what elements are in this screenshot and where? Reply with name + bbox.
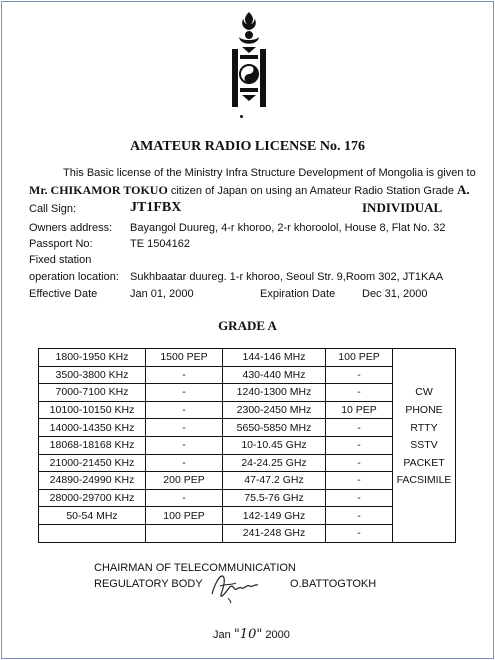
operation-location-label: operation location: [29, 271, 119, 283]
band-cell: 18068-18168 KHz [39, 436, 146, 454]
mode-cell: RTTY [393, 419, 456, 437]
intro-line-2-text: citizen of Japan on using an Amateur Radio Station Grade [167, 185, 458, 197]
mode-cell: PACKET [393, 454, 456, 472]
power-cell: - [146, 489, 223, 507]
power-cell: - [146, 401, 223, 419]
table-row [39, 489, 456, 507]
band-cell: 1800-1950 KHz [39, 349, 146, 367]
power-cell: - [326, 384, 393, 402]
band-cell: 14000-14350 KHz [39, 419, 146, 437]
band-cell: 5650-5850 MHz [223, 419, 326, 437]
band-cell: 3500-3800 KHz [39, 366, 146, 384]
fixed-station-label: Fixed station [29, 254, 92, 266]
owners-address-value: Bayangol Duureg, 4-r khoroo, 2-r khoroolol, House 8, Flat No. 32 [130, 222, 446, 234]
effective-date-value: Jan 01, 2000 [130, 288, 194, 300]
passport-value: TE 1504162 [130, 238, 190, 250]
mode-cell [393, 507, 456, 525]
power-cell: - [146, 454, 223, 472]
page-title: AMATEUR RADIO LICENSE No. 176 [129, 139, 366, 154]
table-row [39, 366, 456, 384]
mode-cell [393, 489, 456, 507]
issue-date [213, 627, 290, 642]
mode-cell: FACSIMILE [393, 472, 456, 490]
effective-date-label: Effective Date [29, 288, 98, 300]
power-cell: - [146, 366, 223, 384]
table-row [39, 436, 456, 454]
power-cell: - [326, 489, 393, 507]
issue-date-month: Jan [213, 629, 231, 641]
issue-date-day: "10" [233, 627, 263, 642]
band-cell: 50-54 MHz [39, 507, 146, 525]
power-cell: - [146, 384, 223, 402]
band-cell: 75.5-76 GHz [223, 489, 326, 507]
passport-label: Passport No: [29, 238, 93, 250]
licensee-name: Mr. CHIKAMOR TOKUO [29, 183, 168, 197]
mode-cell: PHONE [393, 401, 456, 419]
table-row [39, 454, 456, 472]
mode-cell [393, 366, 456, 384]
band-cell: 430-440 MHz [223, 366, 326, 384]
power-cell: - [146, 436, 223, 454]
power-cell: - [326, 524, 393, 542]
band-cell: 47-47.2 GHz [223, 472, 326, 490]
power-cell: 100 PEP [326, 349, 393, 367]
signatory-name: O.BATTOGTOKH [290, 578, 377, 590]
mode-cell: SSTV [393, 436, 456, 454]
table-row [39, 507, 456, 525]
power-cell: 10 PEP [326, 401, 393, 419]
band-cell: 21000-21450 KHz [39, 454, 146, 472]
soyombo-emblem-icon [226, 10, 272, 110]
power-cell: - [326, 454, 393, 472]
power-cell: - [326, 507, 393, 525]
band-cell [39, 524, 146, 542]
mode-cell [393, 349, 456, 367]
table-row [39, 384, 456, 402]
intro-line-2 [29, 182, 470, 198]
signatory-title-line-1: CHAIRMAN OF TELECOMMUNICATION [94, 562, 296, 574]
expiration-date-label: Expiration Date [260, 288, 336, 300]
mode-cell: CW [393, 384, 456, 402]
call-sign-value: JT1FBX [130, 200, 182, 215]
band-cell: 7000-7100 KHz [39, 384, 146, 402]
intro-line-1: This Basic license of the Ministry Infra Structure Development of Mongolia is given to [63, 167, 476, 179]
table-row [39, 349, 456, 367]
power-cell: 200 PEP [146, 472, 223, 490]
band-cell: 28000-29700 KHz [39, 489, 146, 507]
band-cell: 1240-1300 MHz [223, 384, 326, 402]
band-cell: 24890-24990 KHz [39, 472, 146, 490]
call-sign-label: Call Sign: [29, 203, 77, 215]
signatory-title-line-2: REGULATORY BODY [94, 578, 203, 590]
power-cell [146, 524, 223, 542]
power-cell: - [326, 436, 393, 454]
band-cell: 144-146 MHz [223, 349, 326, 367]
power-cell: - [326, 472, 393, 490]
band-cell: 142-149 GHz [223, 507, 326, 525]
band-cell: 24-24.25 GHz [223, 454, 326, 472]
power-cell: - [326, 366, 393, 384]
power-cell: - [146, 419, 223, 437]
table-row [39, 524, 456, 542]
band-cell: 10-10.45 GHz [223, 436, 326, 454]
band-cell: 2300-2450 MHz [223, 401, 326, 419]
power-cell: 100 PEP [146, 507, 223, 525]
license-class: INDIVIDUAL [362, 200, 443, 215]
handwritten-signature [206, 568, 266, 604]
power-cell: 1500 PEP [146, 349, 223, 367]
band-cell: 241-248 GHz [223, 524, 326, 542]
owners-address-label: Owners address: [29, 222, 113, 234]
table-row [39, 401, 456, 419]
dot-mark [240, 115, 243, 118]
issue-date-year: 2000 [265, 629, 290, 641]
expiration-date-value: Dec 31, 2000 [362, 288, 428, 300]
table-row [39, 419, 456, 437]
mode-cell [393, 524, 456, 542]
power-cell: - [326, 419, 393, 437]
grade-title: GRADE A [218, 318, 277, 333]
frequency-table [38, 348, 456, 543]
table-row [39, 472, 456, 490]
intro-grade: A. [457, 182, 470, 197]
operation-location-value: Sukhbaatar duureg. 1-r khoroo, Seoul Str. 9,Room 302, JT1KAA [130, 271, 444, 283]
band-cell: 10100-10150 KHz [39, 401, 146, 419]
